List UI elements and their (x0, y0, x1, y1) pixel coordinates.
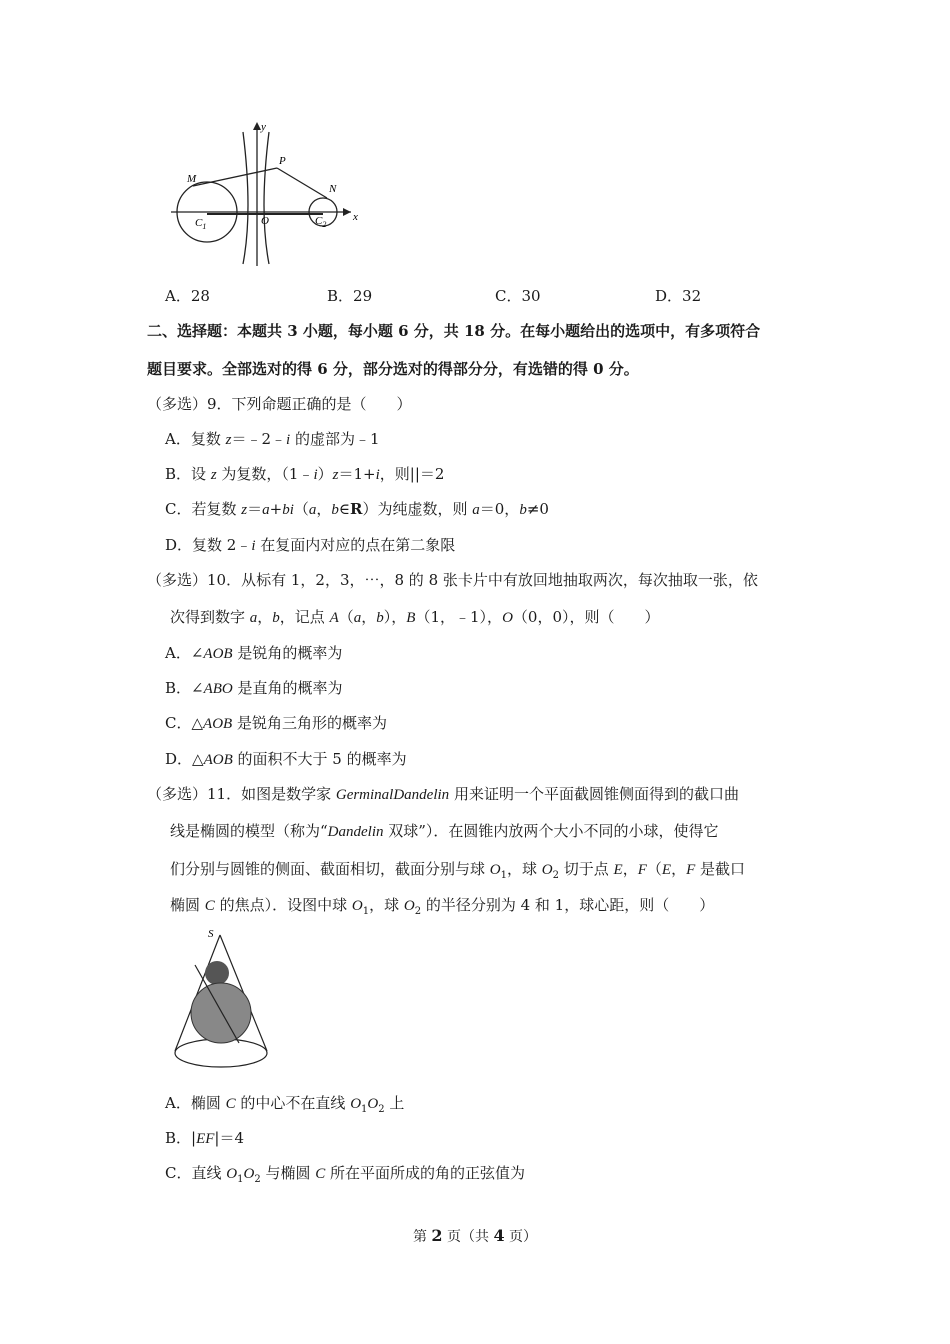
q10-option-d[interactable]: D．△AOB 的面积不大于 5 的概率为 (165, 750, 407, 768)
sphere-o2 (205, 961, 229, 985)
label-p: P (279, 155, 286, 167)
q8-option-d[interactable]: D．32 (655, 287, 702, 305)
segment-pn (277, 168, 327, 198)
page-footer: 第 2 页（共 4 页） (412, 1226, 538, 1245)
q8-options (0, 285, 950, 305)
hyperbola-left-branch (243, 132, 248, 264)
section2-instructions-line2: 题目要求。全部选对的得 6 分，部分选对的得部分分，有选错的得 0 分。 (147, 360, 639, 378)
q11-option-b[interactable]: B．|EF|＝4 (165, 1129, 245, 1147)
q11-option-a[interactable]: A．椭圆 C 的中心不在直线 $O_1O_2$ 上 (165, 1094, 405, 1115)
hyperbola-right-branch (264, 132, 269, 264)
q11-stem-line1: （多选）11．如图是数学家 GerminalDandelin 用来证明一个平面截圆锥侧面得到的截口曲 (147, 785, 739, 803)
dandelin-cone-figure (165, 925, 275, 1075)
q10-option-b[interactable]: B．∠ABO 是直角的概率为 (165, 679, 343, 697)
q11-stem-line3: 们分别与圆锥的侧面、截面相切，截面分别与球 $O_1$，球 $O_2$ 切于点 E，F（E，F 是截口 (170, 860, 746, 881)
x-axis-arrow (343, 208, 351, 216)
q9-option-a[interactable]: A．复数 z＝﹣2﹣i 的虚部为﹣1 (165, 430, 380, 448)
q10-option-a[interactable]: A．∠AOB 是锐角的概率为 (165, 644, 343, 662)
label-y: y (261, 121, 266, 133)
label-o: O (261, 215, 269, 227)
label-x: x (353, 211, 358, 223)
hyperbola-circles-figure (165, 118, 365, 268)
q9-option-b[interactable]: B．设 z 为复数，（1﹣i）z＝1+i，则||＝2 (165, 465, 445, 483)
label-n: N (329, 183, 337, 195)
label-c2: $C_2$ (315, 215, 327, 229)
y-axis-arrow (253, 122, 261, 130)
section2-instructions-line1: 二、选择题：本题共 3 小题，每小题 6 分，共 18 分。在每小题给出的选项中，有多项符合 (147, 322, 761, 340)
q8-option-c[interactable]: C．30 (495, 287, 541, 305)
q9-option-d[interactable]: D．复数 2﹣i 在复面内对应的点在第二象限 (165, 536, 456, 554)
sphere-o1 (191, 983, 251, 1043)
q8-option-a[interactable]: A．28 (165, 287, 210, 305)
label-s: S (208, 928, 214, 940)
q9-stem: （多选）9．下列命题正确的是（ ） (147, 395, 412, 413)
label-m: M (187, 173, 197, 185)
q11-stem-line4: 椭圆 C 的焦点）．设图中球 $O_1$，球 $O_2$ 的半径分别为 4 和 1，球心距，则（ ） (170, 896, 715, 917)
q8-option-b[interactable]: B．29 (327, 287, 373, 305)
q10-stem-line1: （多选）10．从标有 1，2，3，⋯，8 的 8 张卡片中有放回地抽取两次，每次抽取一张，依 (147, 571, 758, 589)
q11-option-c[interactable]: C．直线 $O_1O_2$ 与椭圆 C 所在平面所成的角的正弦值为 (165, 1164, 526, 1185)
q10-stem-line2: 次得到数字 a，b，记点 A（a，b），B（1，﹣1），O（0，0），则（ ） (170, 608, 660, 626)
q9-option-c[interactable]: C．若复数 z＝a+bi（a，b∈R）为纯虚数，则 a＝0，b≠0 (165, 500, 549, 518)
q10-option-c[interactable]: C．△AOB 是锐角三角形的概率为 (165, 714, 387, 732)
q11-stem-line2: 线是椭圆的模型（称为“Dandelin 双球”）．在圆锥内放两个大小不同的小球，使得它 (170, 822, 719, 840)
label-c1: $C_1$ (195, 217, 207, 231)
